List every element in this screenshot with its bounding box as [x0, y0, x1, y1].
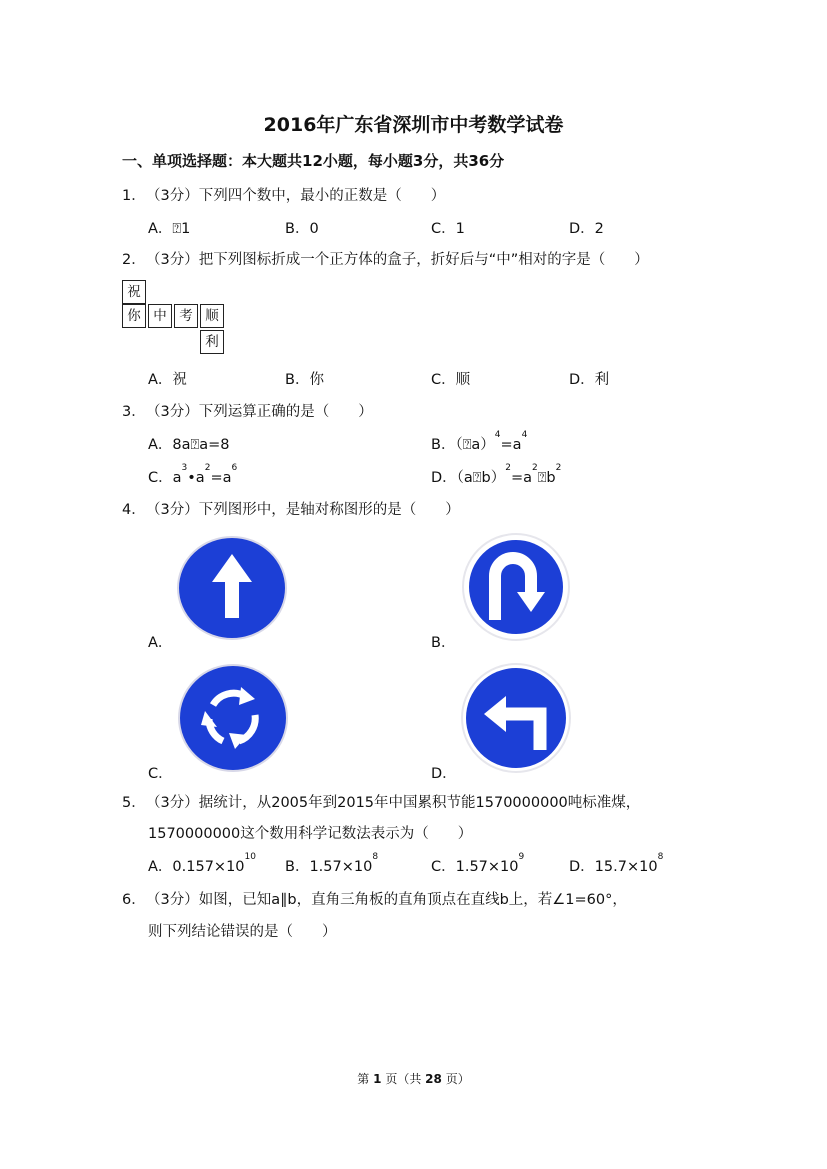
net-cell: 利: [200, 330, 224, 354]
q4-option-a-label: A．: [148, 635, 173, 651]
roundabout-sign-icon: [177, 663, 289, 773]
question-3: [122, 400, 373, 421]
q1-option-b: B．0: [285, 221, 319, 237]
u-turn-sign-icon: [461, 532, 571, 642]
q4-option-c-label: C．: [148, 766, 173, 782]
question-text: （3分）下列运算正确的是（ ）: [146, 404, 373, 420]
q4-option-b-label: B．: [431, 635, 456, 651]
q1-option-c: C．1: [431, 221, 465, 237]
question-6: [122, 888, 627, 909]
page-total: 28: [425, 1072, 442, 1086]
question-number: 3．: [122, 404, 146, 420]
q2-option-d: D．利: [569, 372, 610, 388]
question-number: 4．: [122, 502, 146, 518]
q3-option-a: A．8a⍰a=8: [148, 437, 230, 453]
question-1: [122, 184, 445, 205]
question-number: 2．: [122, 252, 146, 268]
q5-option-b: B．$1.57\times 10^8$: [285, 852, 379, 875]
q1-option-a: A．⍰1: [148, 221, 191, 237]
question-5-continued: 1570000000这个数用科学记数法表示为（ ）: [148, 826, 473, 842]
net-cell: 你: [122, 304, 146, 328]
q5-option-a: A．$0.157\times 10^{10}$: [148, 852, 256, 875]
question-2: [122, 248, 649, 269]
q2-option-c: C．顺: [431, 372, 471, 388]
section-heading: 一、单项选择题：本大题共12小题，每小题3分，共36分: [122, 152, 505, 170]
question-text: （3分）下列四个数中，最小的正数是（ ）: [146, 188, 446, 204]
question-5: [122, 791, 640, 812]
net-cell: 中: [148, 304, 172, 328]
net-cell: 祝: [122, 280, 146, 304]
q4-option-d-label: D．: [431, 766, 457, 782]
page-footer: 第 1 页（共 28 页）: [357, 1072, 470, 1086]
question-number: 5．: [122, 795, 146, 811]
question-text: （3分）据统计，从2005年到2015年中国累积节能1570000000吨标准煤，: [146, 795, 641, 811]
question-text: （3分）下列图形中，是轴对称图形的是（ ）: [146, 502, 460, 518]
question-number: 1．: [122, 188, 146, 204]
net-cell: 顺: [200, 304, 224, 328]
net-cell: 考: [174, 304, 198, 328]
question-number: 6．: [122, 892, 146, 908]
page-title: 2016年广东省深圳市中考数学试卷: [263, 114, 564, 136]
straight-ahead-sign-icon: [176, 536, 288, 640]
question-6-continued: 则下列结论错误的是（ ）: [148, 924, 337, 940]
page-number: 1: [373, 1072, 382, 1086]
question-4: [122, 498, 460, 519]
turn-left-sign-icon: [460, 662, 572, 774]
q5-option-c: C．$1.57\times 10^9$: [431, 852, 525, 875]
q3-option-d: D．$(a⍰b)^2=a^2⍰b^2$: [431, 463, 562, 486]
question-text: （3分）把下列图标折成一个正方体的盒子，折好后与“中”相对的字是（ ）: [146, 252, 649, 268]
q5-option-d: D．$15.7\times 10^8$: [569, 852, 664, 875]
q1-option-d: D．2: [569, 221, 604, 237]
q2-option-a: A．祝: [148, 372, 187, 388]
q3-option-c: C．$a^3•a^2=a^6$: [148, 463, 238, 486]
q2-option-b: B．你: [285, 372, 324, 388]
q3-option-b: B．$(⍰a)^4=a^4$: [431, 430, 528, 453]
question-text: （3分）如图，已知a∥b，直角三角板的直角顶点在直线b上，若∠1=60°，: [146, 892, 627, 908]
